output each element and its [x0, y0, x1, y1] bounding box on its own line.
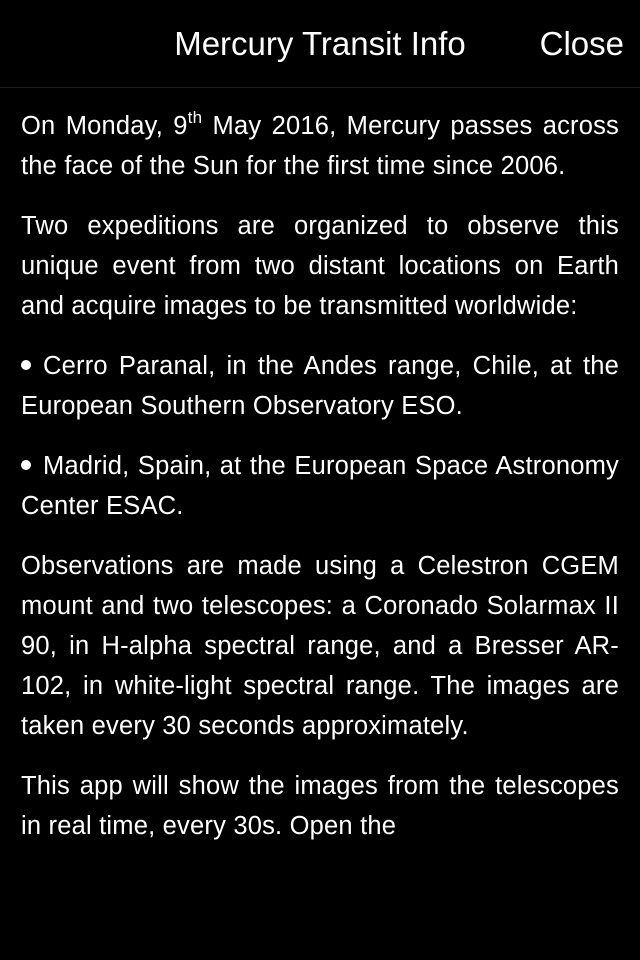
- list-item-text: Madrid, Spain, at the European Space Astronomy Center ESAC.: [21, 452, 619, 520]
- app-description-paragraph: This app will show the images from the telescopes in real time, every 30s. Open the: [21, 772, 619, 840]
- info-text-scroll[interactable]: [21, 106, 619, 960]
- list-item: [21, 446, 619, 526]
- ordinal-suffix: th: [187, 108, 203, 127]
- expeditions-paragraph: Two expeditions are organized to observe this unique event from two distant locations on Earth and acquire images to be transmitted worldwide:: [21, 212, 619, 320]
- observations-paragraph: Observations are made using a Celestron CGEM mount and two telescopes: a Coronado Solarmax II 90, in H-alpha spectral range, and a Bresser AR-102, in white-light spectral range. The images are taken every 30 seconds approximately.: [21, 552, 619, 740]
- page-title: Mercury Transit Info: [174, 25, 466, 62]
- navigation-bar: [0, 0, 640, 88]
- close-button[interactable]: Close: [539, 25, 624, 62]
- intro-text-end: May 2016, Mercury passes across the face of the Sun for the first time since 2006.: [21, 112, 619, 180]
- list-item: [21, 346, 619, 426]
- intro-text-start: On Monday, 9: [21, 112, 188, 140]
- bullet-icon: [21, 460, 31, 470]
- list-item-text: Cerro Paranal, in the Andes range, Chile, at the European Southern Observatory ESO.: [21, 352, 619, 420]
- bullet-icon: [21, 360, 31, 370]
- intro-paragraph: [21, 106, 619, 186]
